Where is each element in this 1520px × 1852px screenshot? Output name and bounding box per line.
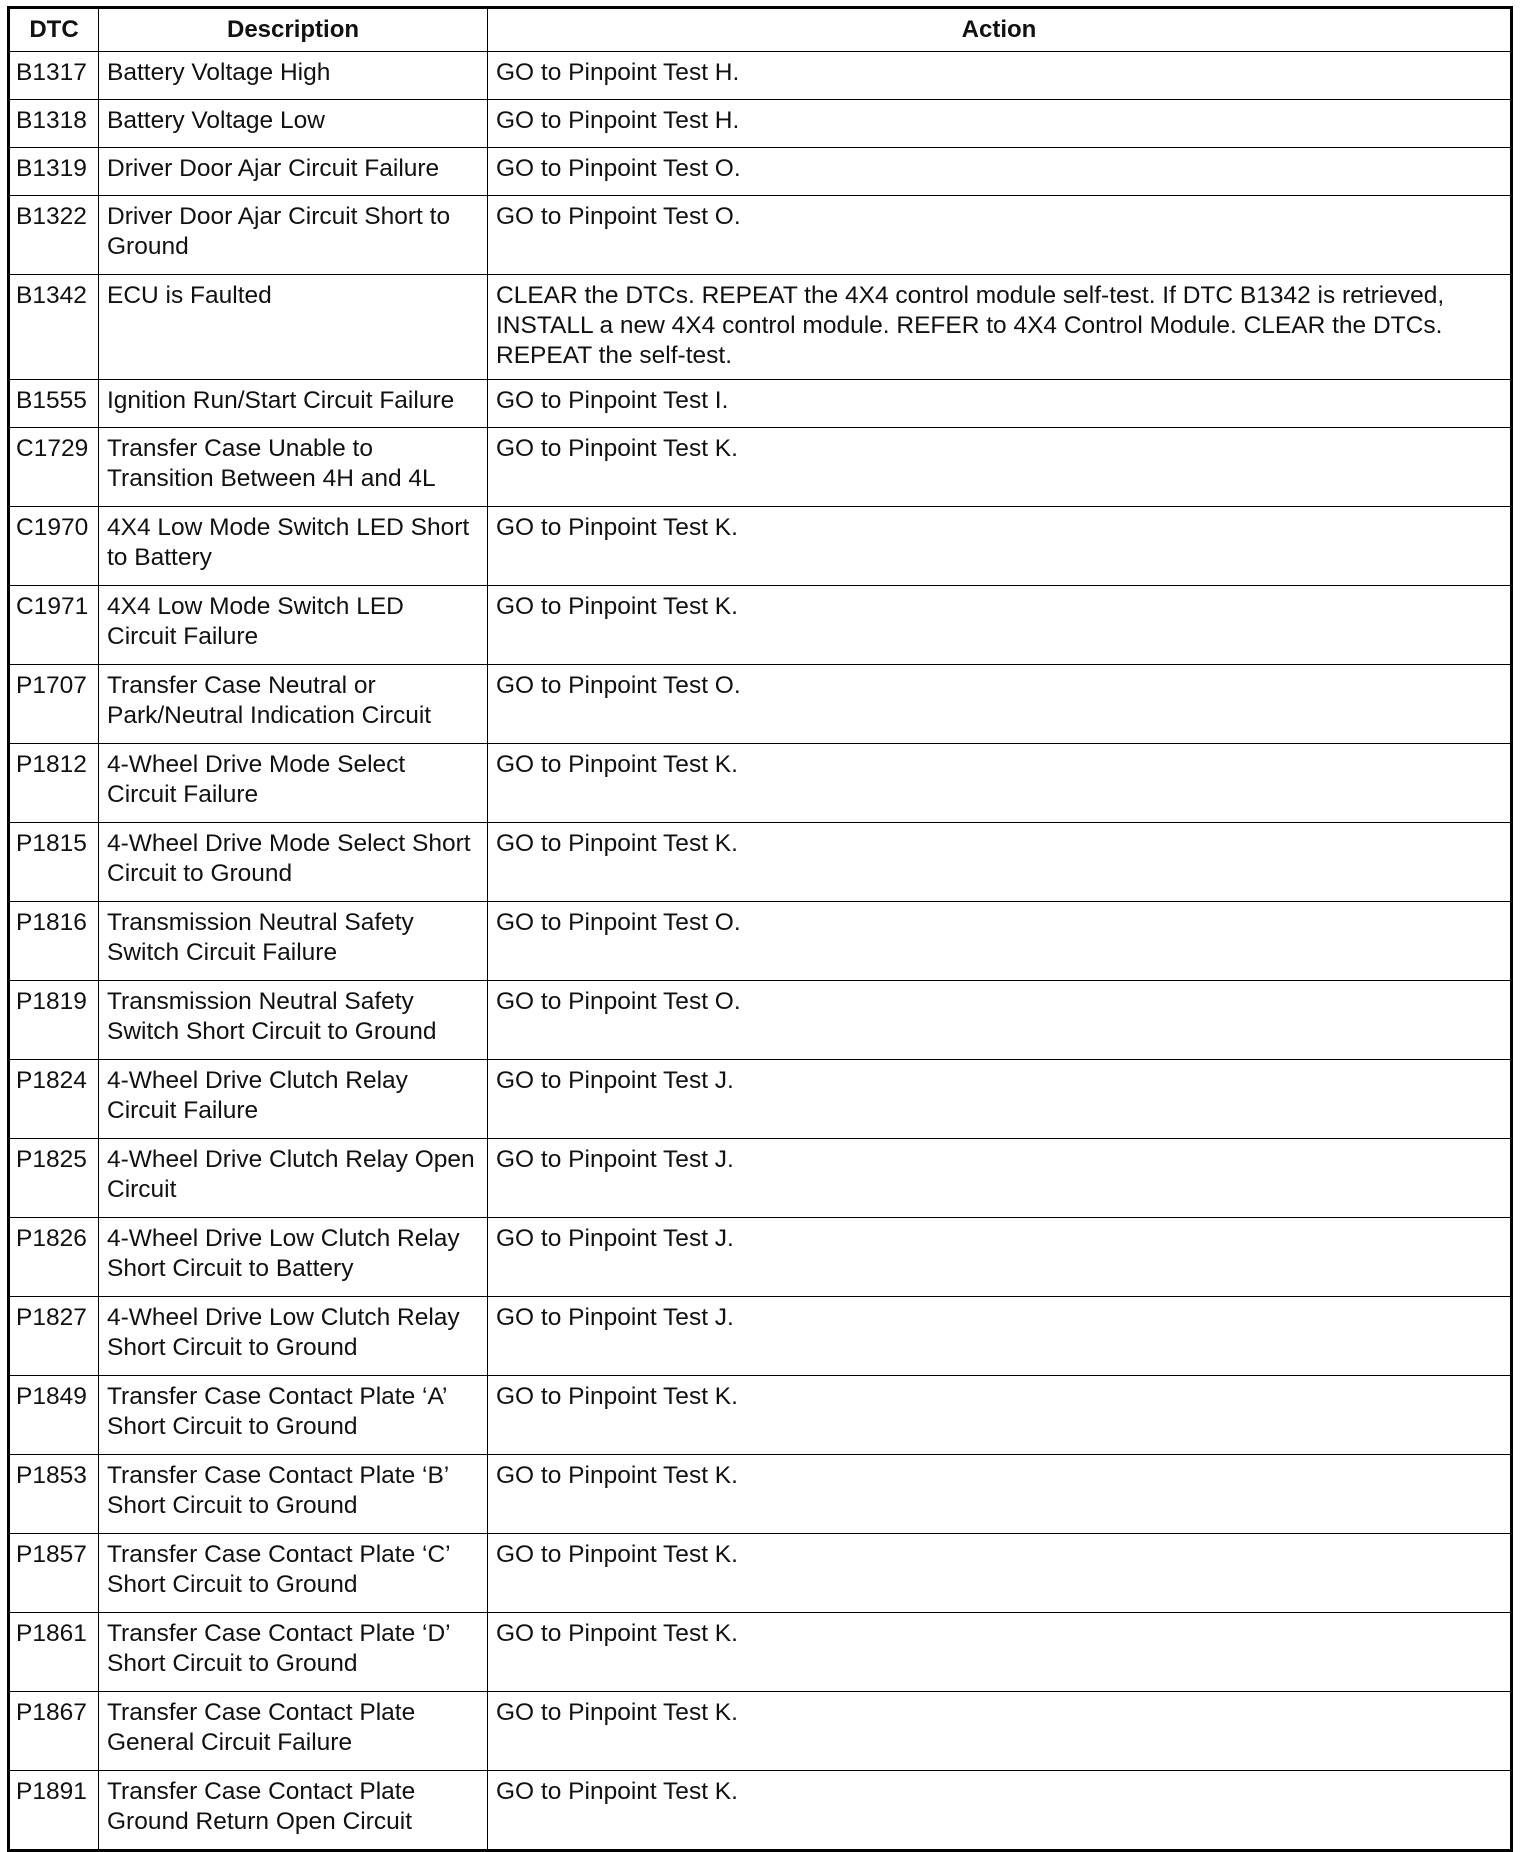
action-cell: CLEAR the DTCs. REPEAT the 4X4 control module self-test. If DTC B1342 is retrieved, INSTALL a new 4X4 control module. REFER to 4X4 Control Module. CLEAR the DTCs. REPEAT the self-test. <box>488 275 1512 380</box>
description-cell: Transfer Case Contact Plate ‘D’ Short Circuit to Ground <box>99 1613 488 1692</box>
description-cell: 4-Wheel Drive Low Clutch Relay Short Circuit to Ground <box>99 1297 488 1376</box>
action-cell: GO to Pinpoint Test K. <box>488 1613 1512 1692</box>
dtc-code-cell: P1853 <box>9 1455 99 1534</box>
dtc-code-cell: P1849 <box>9 1376 99 1455</box>
dtc-code-cell: P1891 <box>9 1771 99 1851</box>
dtc-code-cell: B1319 <box>9 148 99 196</box>
description-cell: 4-Wheel Drive Low Clutch Relay Short Circuit to Battery <box>99 1218 488 1297</box>
action-cell: GO to Pinpoint Test K. <box>488 1771 1512 1851</box>
column-header-description: Description <box>99 8 488 52</box>
column-header-action: Action <box>488 8 1512 52</box>
table-row <box>9 1534 1512 1613</box>
action-cell: GO to Pinpoint Test K. <box>488 1534 1512 1613</box>
dtc-table <box>7 6 1513 1852</box>
table-row <box>9 1771 1512 1851</box>
action-cell: GO to Pinpoint Test O. <box>488 981 1512 1060</box>
description-cell: Transfer Case Contact Plate ‘C’ Short Circuit to Ground <box>99 1534 488 1613</box>
dtc-code-cell: P1816 <box>9 902 99 981</box>
action-cell: GO to Pinpoint Test K. <box>488 1455 1512 1534</box>
table-row <box>9 1139 1512 1218</box>
column-header-dtc: DTC <box>9 8 99 52</box>
table-row <box>9 148 1512 196</box>
action-cell: GO to Pinpoint Test J. <box>488 1218 1512 1297</box>
header-row <box>9 8 1512 52</box>
action-cell: GO to Pinpoint Test O. <box>488 148 1512 196</box>
table-row <box>9 1218 1512 1297</box>
dtc-code-cell: B1342 <box>9 275 99 380</box>
table-row <box>9 1613 1512 1692</box>
dtc-code-cell: P1857 <box>9 1534 99 1613</box>
table-row <box>9 902 1512 981</box>
action-cell: GO to Pinpoint Test K. <box>488 428 1512 507</box>
table-row <box>9 380 1512 428</box>
dtc-code-cell: P1812 <box>9 744 99 823</box>
dtc-code-cell: B1322 <box>9 196 99 275</box>
action-cell: GO to Pinpoint Test I. <box>488 380 1512 428</box>
description-cell: Transfer Case Neutral or Park/Neutral Indication Circuit <box>99 665 488 744</box>
description-cell: Transfer Case Contact Plate ‘B’ Short Circuit to Ground <box>99 1455 488 1534</box>
dtc-code-cell: P1867 <box>9 1692 99 1771</box>
table-row <box>9 665 1512 744</box>
dtc-code-cell: B1317 <box>9 52 99 100</box>
table-row <box>9 428 1512 507</box>
description-cell: Transfer Case Contact Plate General Circuit Failure <box>99 1692 488 1771</box>
table-row <box>9 196 1512 275</box>
action-cell: GO to Pinpoint Test K. <box>488 586 1512 665</box>
dtc-table-container <box>7 6 1513 1852</box>
dtc-code-cell: P1819 <box>9 981 99 1060</box>
dtc-code-cell: P1824 <box>9 1060 99 1139</box>
action-cell: GO to Pinpoint Test H. <box>488 100 1512 148</box>
description-cell: 4X4 Low Mode Switch LED Circuit Failure <box>99 586 488 665</box>
action-cell: GO to Pinpoint Test K. <box>488 744 1512 823</box>
table-header <box>9 8 1512 52</box>
table-row <box>9 744 1512 823</box>
description-cell: ECU is Faulted <box>99 275 488 380</box>
table-row <box>9 586 1512 665</box>
action-cell: GO to Pinpoint Test J. <box>488 1139 1512 1218</box>
description-cell: Transmission Neutral Safety Switch Circuit Failure <box>99 902 488 981</box>
description-cell: Transmission Neutral Safety Switch Short Circuit to Ground <box>99 981 488 1060</box>
dtc-code-cell: P1826 <box>9 1218 99 1297</box>
action-cell: GO to Pinpoint Test K. <box>488 1376 1512 1455</box>
description-cell: Transfer Case Contact Plate ‘A’ Short Circuit to Ground <box>99 1376 488 1455</box>
action-cell: GO to Pinpoint Test O. <box>488 196 1512 275</box>
description-cell: Driver Door Ajar Circuit Failure <box>99 148 488 196</box>
dtc-code-cell: B1318 <box>9 100 99 148</box>
description-cell: Driver Door Ajar Circuit Short to Ground <box>99 196 488 275</box>
dtc-code-cell: C1971 <box>9 586 99 665</box>
description-cell: 4X4 Low Mode Switch LED Short to Battery <box>99 507 488 586</box>
description-cell: Battery Voltage Low <box>99 100 488 148</box>
description-cell: 4-Wheel Drive Mode Select Circuit Failure <box>99 744 488 823</box>
dtc-code-cell: B1555 <box>9 380 99 428</box>
dtc-code-cell: P1707 <box>9 665 99 744</box>
action-cell: GO to Pinpoint Test O. <box>488 902 1512 981</box>
action-cell: GO to Pinpoint Test H. <box>488 52 1512 100</box>
description-cell: Transfer Case Contact Plate Ground Return Open Circuit <box>99 1771 488 1851</box>
table-row <box>9 1297 1512 1376</box>
dtc-code-cell: P1861 <box>9 1613 99 1692</box>
action-cell: GO to Pinpoint Test J. <box>488 1297 1512 1376</box>
table-row <box>9 823 1512 902</box>
table-row <box>9 100 1512 148</box>
action-cell: GO to Pinpoint Test J. <box>488 1060 1512 1139</box>
table-row <box>9 1455 1512 1534</box>
dtc-code-cell: P1827 <box>9 1297 99 1376</box>
dtc-code-cell: C1729 <box>9 428 99 507</box>
description-cell: 4-Wheel Drive Mode Select Short Circuit to Ground <box>99 823 488 902</box>
action-cell: GO to Pinpoint Test K. <box>488 507 1512 586</box>
action-cell: GO to Pinpoint Test K. <box>488 1692 1512 1771</box>
description-cell: 4-Wheel Drive Clutch Relay Circuit Failure <box>99 1060 488 1139</box>
action-cell: GO to Pinpoint Test O. <box>488 665 1512 744</box>
table-row <box>9 275 1512 380</box>
dtc-code-cell: P1825 <box>9 1139 99 1218</box>
dtc-code-cell: P1815 <box>9 823 99 902</box>
description-cell: 4-Wheel Drive Clutch Relay Open Circuit <box>99 1139 488 1218</box>
description-cell: Ignition Run/Start Circuit Failure <box>99 380 488 428</box>
table-row <box>9 1376 1512 1455</box>
table-row <box>9 52 1512 100</box>
dtc-code-cell: C1970 <box>9 507 99 586</box>
action-cell: GO to Pinpoint Test K. <box>488 823 1512 902</box>
description-cell: Battery Voltage High <box>99 52 488 100</box>
table-body <box>9 52 1512 1851</box>
table-row <box>9 507 1512 586</box>
table-row <box>9 1060 1512 1139</box>
table-row <box>9 981 1512 1060</box>
table-row <box>9 1692 1512 1771</box>
description-cell: Transfer Case Unable to Transition Between 4H and 4L <box>99 428 488 507</box>
